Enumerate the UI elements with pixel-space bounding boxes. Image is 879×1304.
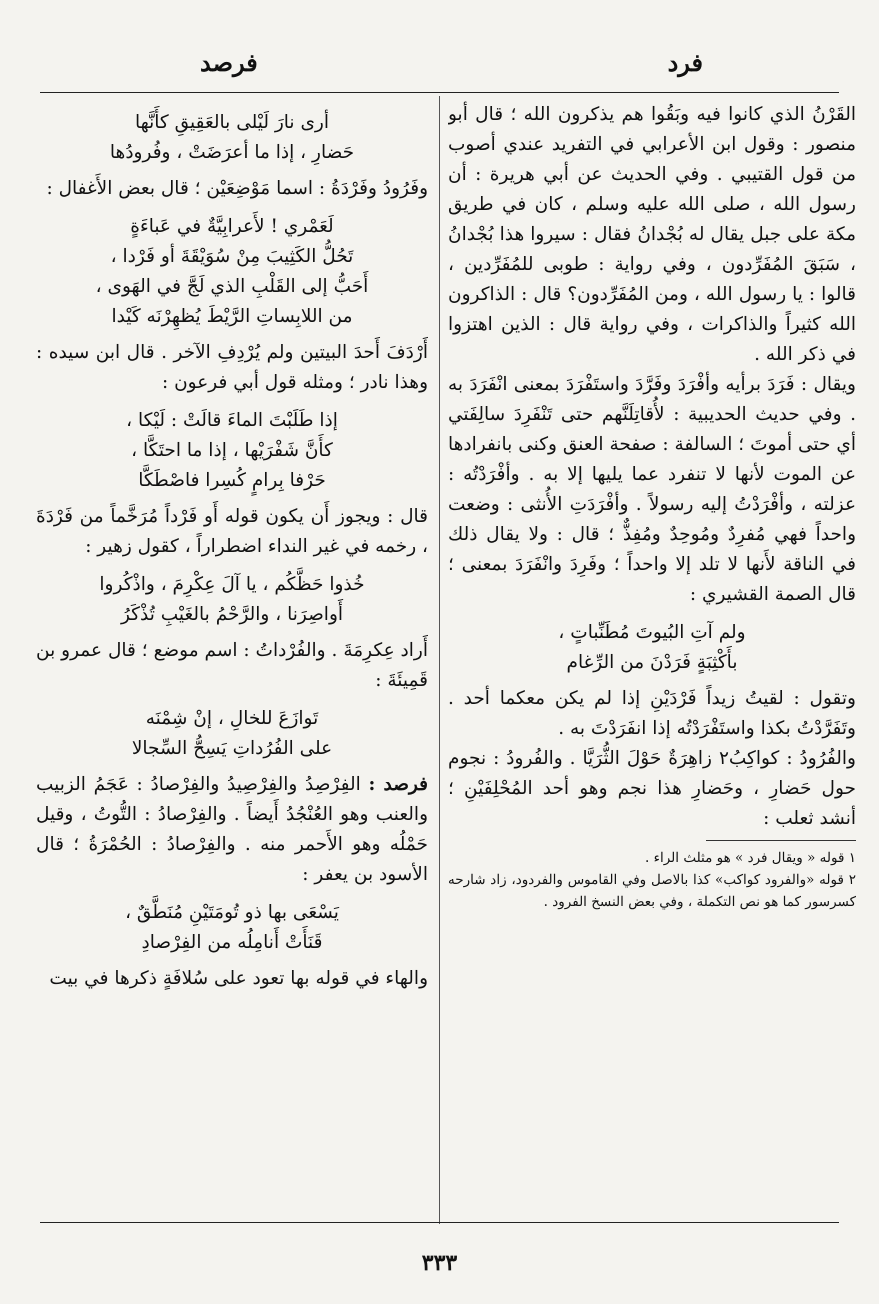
bottom-rule [40, 1222, 839, 1223]
verse-line: حَضارِ ، إذا ما أعرَضَتْ ، وفُرودُها [109, 142, 355, 163]
entry-paragraph [36, 770, 428, 890]
verse-line: حَرْفا بِرامٍ كُسِرا فاصْطَكَّا [138, 470, 326, 491]
verse-line: على الفُرُداتِ يَسِحُّ السِّجالا [131, 738, 333, 759]
top-rule [40, 92, 839, 93]
verse-line: أرى نارَ لَيْلى بالعَقِيقِ كأَنَّها [134, 112, 330, 133]
paragraph: وتقول : لقيتُ زيداً فَرْدَيْنِ إذا لم يكن معكما أحد . وتَفَرَّدْتُ بكذا واستَفْرَدْتُه إذا انفَرَدْتَ به . [448, 688, 856, 739]
paragraph: قال : ويجوز أَن يكون قوله أَو فَرْداً مُرَخَّماً من فَرْدَةَ ، رخمه في غير النداء اضطراراً ، كقول زهير : [36, 506, 428, 557]
verse [36, 704, 428, 764]
entry-headword: فرصد : [368, 774, 428, 795]
verse [448, 618, 856, 678]
verse-line: أَواصِرَنا ، والرَّحْمُ بالغَيْبِ تُذْكَرُ [120, 604, 344, 625]
footnote: ١ قوله « ويقال فرد » هو مثلث الراء . [645, 850, 856, 866]
running-head-left: فرصد [200, 48, 258, 77]
verse-line: من اللابِساتِ الرَّيْطَ يُظهِرْنَه كَيْدا [111, 306, 353, 327]
paragraph: والفُرُودُ : كواكِبُ٢ زاهِرَةٌ حَوْلَ الثُّرَيَّا . والفُرودُ : نجوم حول حَضارِ ، وحَضارِ هذا نجم وهو أحد المُحْلِفَيْنِ ؛ أنشد ثعلب : [448, 748, 856, 829]
verse-line: قَنَأَتْ أَنامِلُه من الفِرْصادِ [141, 932, 323, 953]
paragraph: وفَرُودُ وفَرْدَةُ : اسما مَوْضِعَيْن ؛ قال بعض الأَغفال : [46, 178, 428, 199]
verse [36, 898, 428, 958]
verse-line: يَسْعَى بها ذو تُومَتَيْنِ مُنَطَّقٌ ، [125, 902, 339, 923]
paragraph: أَراد عِكرِمَةَ . والفُرْداتُ : اسم موضع ؛ قال عمرو بن قَمِيئَةَ : [36, 640, 428, 691]
verse-line: إذا طَلَبْتَ الماءَ قالَتْ : لَيْكا ، [126, 410, 338, 431]
paragraph: القَرْنُ الذي كانوا فيه وبَقُوا هم يذكرون الله ؛ قال أبو منصور : وقول ابن الأعرابي في التفريد عندي أصوب من قول القتيبي . وفي الحديث عن أبي هريرة : أن رسول الله ، صلى الله عليه وسلم ، كان في طريق مكة على جبل يقال له بُجْدانُ فقال : سيروا هذا بُجْدانُ ، سَبَقَ المُفَرِّدون ، وفي رواية : طوبى للمُفَرِّدين ، قالوا : يا رسول الله ، ومن المُفَرِّدون؟ قال : الذاكرون الله كثيراً والذاكرات ، وفي رواية قال : الذين اهتزوا في ذكر الله . [448, 104, 856, 365]
running-head-right: فرد [667, 48, 703, 77]
paragraph: ويقال : فَرَدَ برأيه وأفْرَدَ وفَرَّدَ واستَفْرَدَ بمعنى انْفَرَدَ به . وفي حديث الحديبية : لأُقاتِلَنَّهم حتى تَنْفَرِدَ سالِفَتي أي حتى أموتَ ؛ السالفة : صفحة العنق وكنى بانفرادها عن الموت لأنها لا تنفرد عما يليها إلا به . وأفْرَدْتُه : عزلته ، وأفْرَدْتُ إليه رسولاً . وأفْرَدَتِ الأُنثى : وضعت واحداً فهي مُفرِدٌ ومُوحِدٌ ومُفِذٌّ ؛ قال : ولا يقال ذلك في الناقة لأَنها لا تلد إلا واحداً ؛ وفَرِدَ وانْفَرَدَ بمعنى ؛ قال الصمة القشيري : [448, 374, 856, 605]
left-column [36, 100, 428, 1218]
paragraph: أَرْدَفَ أَحدَ البيتين ولم يُرْدِفِ الآخر . قال ابن سيده : وهذا نادر ؛ ومثله قول أبي فرعون : [36, 342, 428, 393]
verse-line: ولم آتِ البُيوتَ مُطَنِّباتٍ ، [558, 622, 746, 643]
paragraph: والهاء في قوله بها تعود على سُلافَةٍ ذكرها في بيت [49, 968, 428, 989]
verse-line: لَعَمْري ! لأَعرابِيَّةٌ في عَباءَةٍ [130, 216, 334, 237]
footnote-rule [706, 840, 856, 841]
verse-line: أَحَبُّ إلى القَلْبِ الذي لَجَّ في الهَوى ، [95, 276, 369, 297]
verse-line: بأَكْثِبَةٍ فَرَدْنَ من الرِّغام [566, 652, 738, 673]
verse-line: خُذوا حَظَّكُم ، يا آلَ عِكْرِمَ ، واذْكُروا [99, 574, 365, 595]
verse-line: تَوازَعَ للخالِ ، إنْ شِمْنَه [145, 708, 319, 729]
verse [36, 212, 428, 332]
page-number: ٣٣٣ [421, 1250, 458, 1276]
footnote: ٢ قوله «والفرود كواكب» كذا بالاصل وفي القاموس والفردود، زاد شارحه كسرسور كما هو نص التكملة ، وفي بعض النسخ الفرود . [448, 872, 856, 910]
verse [36, 108, 428, 168]
verse [36, 570, 428, 630]
verse-line: كأَنَّ شَفْرَيْها ، إذا ما احتَكَّا ، [131, 440, 333, 461]
entry-text: الفِرْصِدُ والفِرْصِيدُ والفِرْصادُ : عَجَمُ الزبيب والعنب وهو العُنْجُدُ أَيضاً . والفِرْصادُ : التُّوتُ ، وقيل حَمْلُه وهو الأَحمر منه . والفِرْصادُ : الحُمْرَةُ ؛ قال الأسود بن يعفر : [36, 774, 428, 885]
verse [36, 406, 428, 496]
column-separator [439, 96, 440, 1224]
verse-line: تَحُلُّ الكَثِيبَ مِنْ سُوَيْقَةَ أو فَرْدا ، [110, 246, 354, 267]
right-column [448, 100, 856, 1218]
